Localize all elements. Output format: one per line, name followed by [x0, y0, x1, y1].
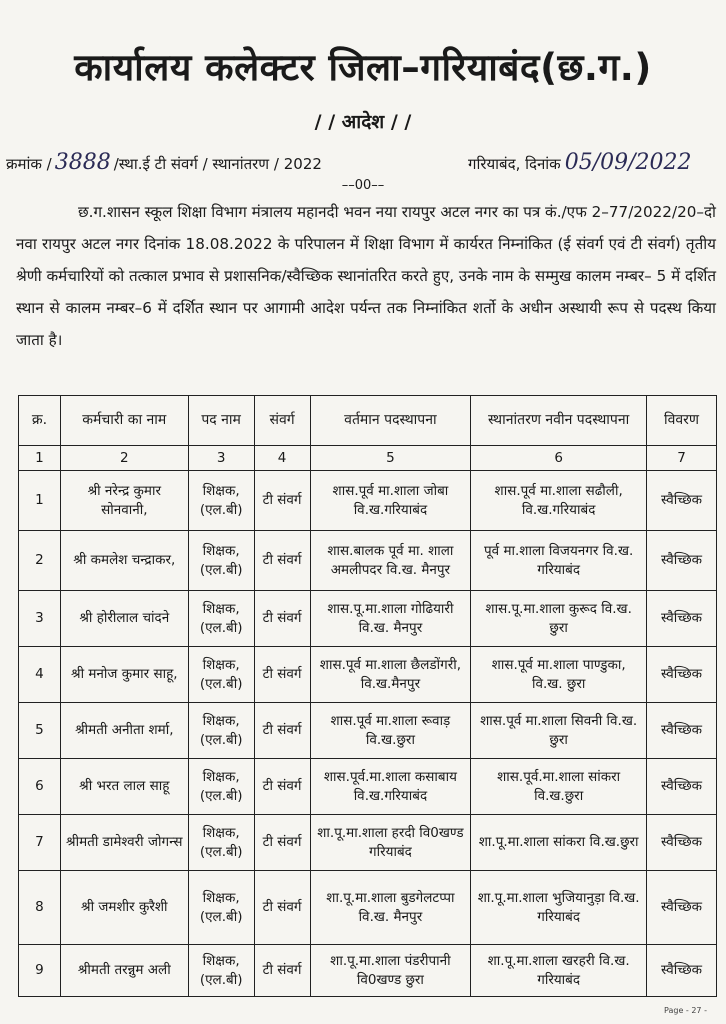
cell-name: श्री जमशीर कुरैशी: [60, 871, 188, 945]
place-date-label: गरियाबंद, दिनांक: [468, 155, 561, 173]
place-date-line: [468, 150, 692, 175]
table-row: [19, 591, 717, 647]
column-number: 5: [310, 446, 471, 471]
table-row: [19, 703, 717, 759]
cell-name: श्रीमती अनीता शर्मा,: [60, 703, 188, 759]
cell-new: शा.पू.मा.शाला खरहरी वि.ख. गरियाबंद: [471, 945, 647, 997]
column-number: 7: [647, 446, 717, 471]
header-cell: पद नाम: [188, 396, 254, 446]
cell-name: श्री भरत लाल साहू: [60, 759, 188, 815]
cell-sno: 7: [19, 815, 61, 871]
cell-current: शास.बालक पूर्व मा. शाला अमलीपदर वि.ख. मैनपुर: [310, 531, 471, 591]
cell-cadre: टी संवर्ग: [254, 759, 310, 815]
column-number: 1: [19, 446, 61, 471]
cell-remark: स्वैच्छिक: [647, 591, 717, 647]
cell-cadre: टी संवर्ग: [254, 647, 310, 703]
order-title: / / आदेश / /: [314, 111, 412, 133]
office-title: कार्यालय कलेक्टर जिला–गरियाबंद(छ.ग.): [74, 46, 652, 89]
cell-post: शिक्षक, (एल.बी): [188, 945, 254, 997]
cell-new: शा.पू.मा.शाला भुजियानुड़ा वि.ख. गरियाबंद: [471, 871, 647, 945]
cell-sno: 6: [19, 759, 61, 815]
table-row: [19, 647, 717, 703]
cell-post: शिक्षक, (एल.बी): [188, 703, 254, 759]
cell-post: शिक्षक, (एल.बी): [188, 815, 254, 871]
cell-remark: स्वैच्छिक: [647, 759, 717, 815]
kramank-suffix: /स्था.ई टी संवर्ग / स्थानांतरण / 2022: [113, 155, 322, 173]
cell-cadre: टी संवर्ग: [254, 945, 310, 997]
header-cell: स्थानांतरण नवीन पदस्थापना: [471, 396, 647, 446]
cell-sno: 3: [19, 591, 61, 647]
order-paragraph: [16, 196, 716, 356]
cell-cadre: टी संवर्ग: [254, 815, 310, 871]
table-row: [19, 759, 717, 815]
cell-new: पूर्व मा.शाला विजयनगर वि.ख. गरियाबंद: [471, 531, 647, 591]
cell-current: शा.पू.मा.शाला हरदी वि0खण्ड गरियाबंद: [310, 815, 471, 871]
cell-post: शिक्षक, (एल.बी): [188, 471, 254, 531]
cell-current: शास.पूर्व मा.शाला जोबा वि.ख.गरियाबंद: [310, 471, 471, 531]
cell-cadre: टी संवर्ग: [254, 703, 310, 759]
separator: ––00––: [341, 178, 385, 193]
cell-cadre: टी संवर्ग: [254, 591, 310, 647]
cell-current: शास.पू.मा.शाला गोढियारी वि.ख. मैनपुर: [310, 591, 471, 647]
cell-current: शा.पू.मा.शाला बुडगेलटप्पा वि.ख. मैनपुर: [310, 871, 471, 945]
cell-remark: स्वैच्छिक: [647, 815, 717, 871]
cell-sno: 5: [19, 703, 61, 759]
cell-remark: स्वैच्छिक: [647, 531, 717, 591]
cell-cadre: टी संवर्ग: [254, 871, 310, 945]
kramank-label: क्रमांक /: [6, 155, 52, 173]
cell-sno: 1: [19, 471, 61, 531]
cell-current: शास.पूर्व.मा.शाला कसाबाय वि.ख.गरियाबंद: [310, 759, 471, 815]
cell-post: शिक्षक, (एल.बी): [188, 591, 254, 647]
cell-new: शास.पू.मा.शाला कुरूद वि.ख. छुरा: [471, 591, 647, 647]
table-row: [19, 471, 717, 531]
column-number: 6: [471, 446, 647, 471]
cell-cadre: टी संवर्ग: [254, 471, 310, 531]
cell-sno: 8: [19, 871, 61, 945]
cell-remark: स्वैच्छिक: [647, 471, 717, 531]
cell-post: शिक्षक, (एल.बी): [188, 531, 254, 591]
cell-remark: स्वैच्छिक: [647, 945, 717, 997]
cell-new: शास.पूर्व.मा.शाला सांकरा वि.ख.छुरा: [471, 759, 647, 815]
cell-new: शास.पूर्व मा.शाला सढौली, वि.ख.गरियाबंद: [471, 471, 647, 531]
cell-name: श्री मनोज कुमार साहू,: [60, 647, 188, 703]
cell-name: श्रीमती डामेश्वरी जोगन्स: [60, 815, 188, 871]
header-cell: कर्मचारी का नाम: [60, 396, 188, 446]
cell-name: श्री कमलेश चन्द्राकर,: [60, 531, 188, 591]
column-number: 4: [254, 446, 310, 471]
table-row: [19, 531, 717, 591]
order-date: 05/09/2022: [564, 150, 692, 175]
cell-current: शास.पूर्व मा.शाला रूवाड़ वि.ख.छुरा: [310, 703, 471, 759]
cell-sno: 4: [19, 647, 61, 703]
order-paragraph-text: छ.ग.शासन स्कूल शिक्षा विभाग मंत्रालय महानदी भवन नया रायपुर अटल नगर का पत्र कं./एफ 2–77/2022/20–दो नवा रायपुर अटल नगर दिनांक 18.08.2022 के परिपालन में शिक्षा विभाग में कार्यरत निम्नांकित (ई संवर्ग एवं टी संवर्ग) तृतीय श्रेणी कर्मचारियों को तत्काल प्रभाव से प्रशासनिक/स्वैच्छिक स्थानांतरित करते हुए, उनके नाम के सम्मुख कालम नम्बर– 5 में दर्शित स्थान से कालम नम्बर–6 में दर्शित स्थान पर आगामी आदेश पर्यन्त तक निम्नांकित शर्तो के अधीन अस्थायी रूप से पदस्थ किया जाता है।: [16, 203, 716, 349]
header-cell: क्र.: [19, 396, 61, 446]
column-number-row: [19, 446, 717, 471]
cell-name: श्री होरीलाल चांदने: [60, 591, 188, 647]
cell-new: शा.पू.मा.शाला सांकरा वि.ख.छुरा: [471, 815, 647, 871]
cell-name: श्री नरेन्द्र कुमार सोनवानी,: [60, 471, 188, 531]
transfer-table: [18, 395, 717, 997]
cell-name: श्रीमती तरन्नुम अली: [60, 945, 188, 997]
table-header-row: [19, 396, 717, 446]
table-row: [19, 871, 717, 945]
column-number: 3: [188, 446, 254, 471]
cell-post: शिक्षक, (एल.बी): [188, 647, 254, 703]
cell-sno: 2: [19, 531, 61, 591]
cell-remark: स्वैच्छिक: [647, 647, 717, 703]
cell-remark: स्वैच्छिक: [647, 871, 717, 945]
cell-new: शास.पूर्व मा.शाला पाण्डुका, वि.ख. छुरा: [471, 647, 647, 703]
page-number: Page - 27 -: [664, 1006, 707, 1015]
cell-new: शास.पूर्व मा.शाला सिवनी वि.ख. छुरा: [471, 703, 647, 759]
header-cell: संवर्ग: [254, 396, 310, 446]
table-row: [19, 815, 717, 871]
table-row: [19, 945, 717, 997]
cell-cadre: टी संवर्ग: [254, 531, 310, 591]
cell-current: शास.पूर्व मा.शाला छैलडोंगरी, वि.ख.मैनपुर: [310, 647, 471, 703]
cell-current: शा.पू.मा.शाला पंडरीपानी वि0खण्ड छुरा: [310, 945, 471, 997]
order-number-line: [6, 150, 322, 175]
column-number: 2: [60, 446, 188, 471]
header-cell: वर्तमान पदस्थापना: [310, 396, 471, 446]
cell-post: शिक्षक, (एल.बी): [188, 759, 254, 815]
cell-remark: स्वैच्छिक: [647, 703, 717, 759]
cell-sno: 9: [19, 945, 61, 997]
kramank-number: 3888: [54, 150, 111, 175]
header-cell: विवरण: [647, 396, 717, 446]
cell-post: शिक्षक, (एल.बी): [188, 871, 254, 945]
